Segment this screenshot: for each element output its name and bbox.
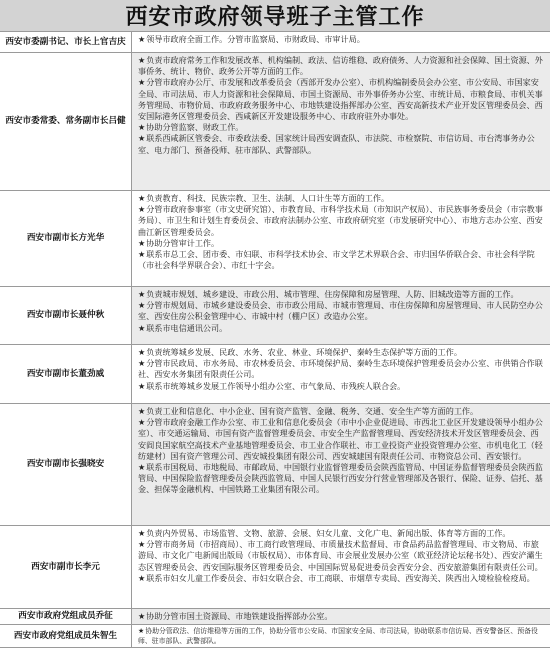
duty-item: ★协助分管市国土资源局、市地铁建设指挥部办公室。 xyxy=(138,611,333,621)
duties-cell xyxy=(132,287,550,344)
star-bullet-icon: ★ xyxy=(138,55,146,65)
leader-name: 西安市政府党组成员乔征 xyxy=(0,609,132,624)
duty-item: ★分管市政府办公厅、市发展和改革委员会（西部开发办公室）、市机构编制委员会办公室、市公安局、市国家安全局、市司法局、市人力资源和社会保障局、市国土资源局、市外事侨务办公室、市统计局、市粮食局、市机关事务管理局、市物价局、市政府政务服务中心、市地铁建设指挥部办公室、西安高新技术产业开发区管理委员会、西安国际港务区管理委员会、西咸新区开发建设服务中心、市政府驻外办事处。 xyxy=(138,77,543,122)
star-bullet-icon: ★ xyxy=(138,406,146,416)
star-bullet-icon: ★ xyxy=(138,627,145,635)
star-bullet-icon: ★ xyxy=(138,611,146,621)
star-bullet-icon: ★ xyxy=(138,347,146,357)
star-bullet-icon: ★ xyxy=(138,539,146,550)
duty-item: ★分管市商务局（市招商局）、市工商行政管理局、市质量技术监督局、市食品药品监督管理局、市文物局、市旅游局、市文化广电新闻出版局（市版权局）、市体育局、市会展业发展办公室（欧亚经济论坛秘书处）、西安浐灞生态区管理委员会、西安国际服务区管理委员会、中国国际贸易促进委员会西安分会、西安旅游集团有限责任公司。 xyxy=(138,539,543,572)
duty-item: ★负责工业和信息化、中小企业、国有资产监管、金融、税务、交通、安全生产等方面的工作。 xyxy=(138,406,479,416)
leadership-table xyxy=(0,31,550,645)
duties-cell xyxy=(132,404,550,525)
leader-name: 西安市副市长聂仲秋 xyxy=(0,287,132,344)
star-bullet-icon: ★ xyxy=(138,417,146,428)
duties-cell xyxy=(132,53,550,190)
duties-cell xyxy=(132,625,550,647)
star-bullet-icon: ★ xyxy=(138,193,146,203)
table-row xyxy=(0,32,550,53)
star-bullet-icon: ★ xyxy=(138,122,146,133)
star-bullet-icon: ★ xyxy=(138,204,146,215)
duties-cell xyxy=(132,609,550,624)
leader-name: 西安市副市长方光华 xyxy=(0,191,132,286)
duty-item: ★联系市总工会、团市委、市妇联、市科学技术协会、市文学艺术界联合会、市归国华侨联合会、市社会科学院（市社会科学界联合会）、市红十字会。 xyxy=(138,249,535,271)
table-row xyxy=(0,625,550,648)
star-bullet-icon: ★ xyxy=(138,34,146,44)
page-title: 西安市政府领导班子主管工作 xyxy=(125,5,425,30)
star-bullet-icon: ★ xyxy=(138,237,146,248)
table-row xyxy=(0,345,550,404)
duty-item: ★协助分管监察、财政工作。 xyxy=(138,122,244,133)
duties-cell xyxy=(132,191,550,286)
duty-item: ★联系市妇女儿童工作委员会、市妇女联合会、市工商联、市烟草专卖局、西安海关、陕西出入境检验检疫局。 xyxy=(138,572,535,583)
duty-item: ★分管市规划局、市城乡建设委员会、市市政公用局、市城市管理局、市住房保障和房屋管理局、市人民防空办公室、西安住房公积金管理中心、市城中村（棚户区）改造办公室。 xyxy=(138,300,543,322)
leader-name: 西安市副市长董劲威 xyxy=(0,345,132,403)
duty-item: ★联系市统筹城乡发展工作领导小组办公室、市气象局、市残疾人联合会。 xyxy=(138,380,406,391)
duty-item: ★联系西咸新区管委会、市委政法委、国家统计局西安调查队、市法院、市检察院、市信访局、市台湾事务办公室、电力部门、预备役师、驻市部队、武警部队。 xyxy=(138,133,535,155)
duty-item: ★联系市电信通讯公司。 xyxy=(138,322,228,333)
star-bullet-icon: ★ xyxy=(138,300,146,311)
star-bullet-icon: ★ xyxy=(138,289,146,299)
star-bullet-icon: ★ xyxy=(138,322,146,333)
duties-cell xyxy=(132,526,550,608)
table-row xyxy=(0,53,550,191)
duties-cell xyxy=(132,32,550,52)
table-row xyxy=(0,526,550,609)
leader-name: 西安市政府党组成员朱智生 xyxy=(0,625,132,647)
duty-item: ★负责城市规划、城乡建设、市政公用、城市管理、住房保障和房屋管理、人防、旧城改造等方面的工作。 xyxy=(138,289,519,299)
star-bullet-icon: ★ xyxy=(138,380,146,391)
duty-item: ★分管市政府金融工作办公室、市工业和信息化委员会（市中小企业促进局、市西北工业区开发建设领导小组办公室）、市交通运输局、市国有资产监督管理委员会、市安全生产监督管理局、西安经济技术开发区管理委员会、西安阎良国家航空高技术产业基地管理委员会、市工业合作联社、市工业投资产业投资管理办公室、市机电化工（轻纺建材）国有资产管理公司、西安城投集团有限公司、西安城建国有限责任公司、市物资总公司、西安银行。 xyxy=(138,417,543,461)
duty-item: ★联系市国税局、市地税局、市邮政局、中国银行业监督管理委员会陕西监管局、中国证券监督管理委员会陕西监管局、中国保险监督管理委员会陕西监管局、中国人民银行西安分行营业管理部及各银行、保险、证券、信托、基金、担保等金融机构、中国铁路工业集团有限公司。 xyxy=(138,462,543,495)
star-bullet-icon: ★ xyxy=(138,358,146,369)
duty-item: ★负责内外贸易、市场监管、文物、旅游、会展、妇女儿童、文化广电、新闻出版、体育等方面的工作。 xyxy=(138,528,511,538)
table-row xyxy=(0,609,550,625)
duty-item: ★负责统筹城乡发展、民政、水务、农业、林业、环境保护、秦岭生态保护等方面的工作。 xyxy=(138,347,462,357)
star-bullet-icon: ★ xyxy=(138,249,146,260)
duties-cell xyxy=(132,345,550,403)
duty-item: ★领导市政府全面工作。分管市监察局、市财政局、市审计局。 xyxy=(138,34,365,44)
leader-name: 西安市委副书记、市长上官吉庆 xyxy=(0,32,132,52)
star-bullet-icon: ★ xyxy=(138,572,146,583)
duty-item: ★分管市民政局、市水务局、市农林委员会、市环境保护局、秦岭生态环境保护管理委员会办公室、市供销合作联社、西安水务集团有限责任公司。 xyxy=(138,358,543,380)
duty-item: ★协助分管政法、信访维稳等方面的工作，协助分管市公安局、市国家安全局、市司法局，协助联系市信访局、西安警备区、预备役师、驻市部队、武警部队。 xyxy=(138,627,538,645)
duty-item: ★负责市政府常务工作和发展改革、机构编制、政法、信访维稳、政府债务、人力资源和社会保障、国土资源、外事侨务、统计、物价、政务公开等方面的工作。 xyxy=(138,55,543,77)
table-row xyxy=(0,404,550,526)
duty-item: ★协助分管审计工作。 xyxy=(138,237,220,248)
leader-name: 西安市委常委、常务副市长吕健 xyxy=(0,53,132,190)
star-bullet-icon: ★ xyxy=(138,77,146,88)
duty-item: ★分管市政府参事室（市文史研究馆）、市教育局、市科学技术局（市知识产权局）、市民族事务委员会（市宗教事务局）、市卫生和计划生育委员会、市政府法制办公室、市政府研究室（市发展研究中心）、市地方志办公室、西安曲江新区管理委员会。 xyxy=(138,204,543,237)
leader-name: 西安市副市长李元 xyxy=(0,526,132,608)
title-bar xyxy=(0,0,550,31)
star-bullet-icon: ★ xyxy=(138,528,146,538)
duty-item: ★负责教育、科技、民族宗教、卫生、法制、人口计生等方面的工作。 xyxy=(138,193,390,203)
star-bullet-icon: ★ xyxy=(138,462,146,473)
star-bullet-icon: ★ xyxy=(138,133,146,144)
table-row xyxy=(0,287,550,345)
table-row xyxy=(0,191,550,287)
leader-name: 西安市副市长强晓安 xyxy=(0,404,132,525)
